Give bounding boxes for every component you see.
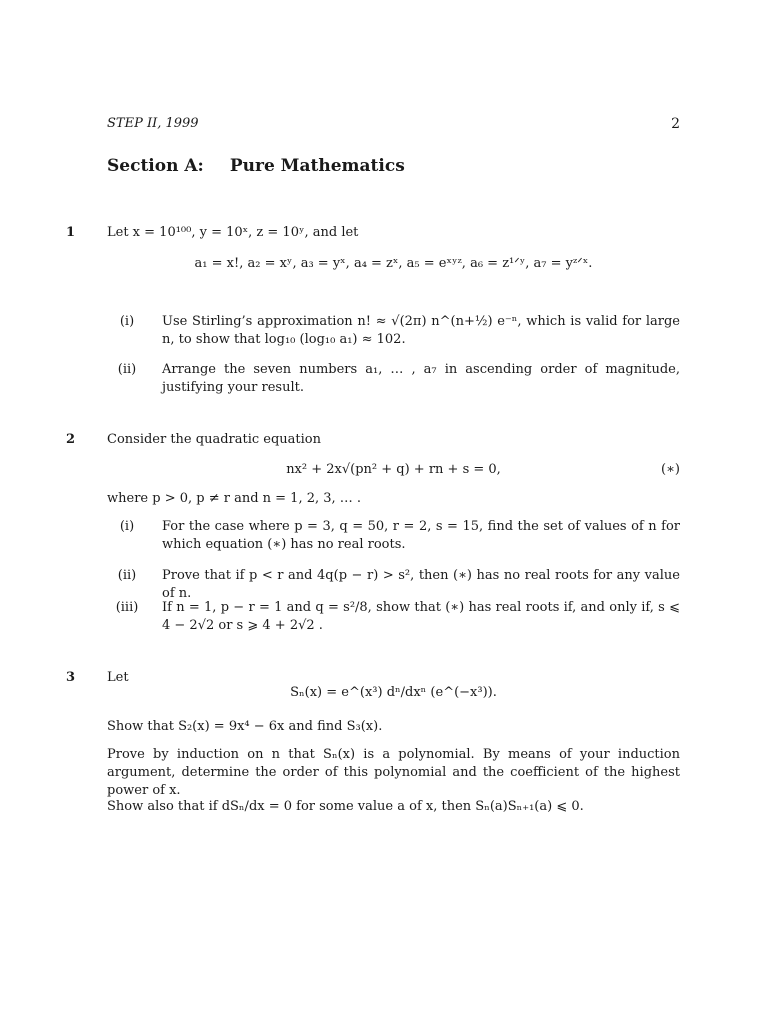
question-3-number: 3 bbox=[66, 670, 76, 685]
question-2-part-i-text: For the case where p = 3, q = 50, r = 2, s = 15, find the set of values of n for which equation (∗) has no real roots. bbox=[162, 519, 680, 552]
running-head: STEP II, 1999 bbox=[107, 116, 199, 131]
section-name: Pure Mathematics bbox=[229, 156, 405, 176]
question-2-conditions: where p > 0, p ≠ r and n = 1, 2, 3, … . bbox=[107, 491, 362, 506]
question-3-induction: Prove by induction on n that Sₙ(x) is a polynomial. By means of your induction argument, determine the order of this polynomial and the coefficient of the highest power of x. bbox=[107, 747, 680, 798]
question-1-part-i-label: (i) bbox=[119, 314, 135, 329]
question-2-part-ii-text: Prove that if p < r and 4q(p − r) > s², then (∗) has no real roots for any value of n. bbox=[162, 568, 680, 601]
question-1-definitions: a₁ = x!, a₂ = xʸ, a₃ = yˣ, a₄ = zˣ, a₅ = eˣʸᶻ, a₆ = z¹ᐟʸ, a₇ = yᶻᐟˣ. bbox=[194, 256, 593, 271]
page-number: 2 bbox=[671, 116, 680, 132]
question-2-intro: Consider the quadratic equation bbox=[107, 432, 322, 447]
section-title bbox=[107, 155, 405, 177]
question-3-show: Show that S₂(x) = 9x⁴ − 6x and find S₃(x). bbox=[107, 719, 383, 734]
question-2-equation-tag: (∗) bbox=[661, 462, 680, 477]
question-1-part-i-text: Use Stirling’s approximation n! ≈ √(2π) n^(n+½) e⁻ⁿ, which is valid for large n, to show that log₁₀ (log₁₀ a₁) ≈ 102. bbox=[162, 314, 680, 347]
question-3-intro: Let bbox=[107, 670, 129, 685]
question-2-number: 2 bbox=[66, 432, 76, 447]
question-2-part-iii-text: If n = 1, p − r = 1 and q = s²/8, show that (∗) has real roots if, and only if, s ⩽ 4 − 2√2 or s ⩾ 4 + 2√2 . bbox=[162, 600, 680, 633]
question-2-part-i-label: (i) bbox=[119, 519, 135, 534]
question-2-part-ii-label: (ii) bbox=[117, 568, 137, 583]
question-2-part-iii-label: (iii) bbox=[115, 600, 139, 615]
question-3-final: Show also that if dSₙ/dx = 0 for some value a of x, then Sₙ(a)Sₙ₊₁(a) ⩽ 0. bbox=[107, 799, 584, 814]
question-1-intro: Let x = 10¹⁰⁰, y = 10ˣ, z = 10ʸ, and let bbox=[107, 225, 359, 240]
question-2-equation: nx² + 2x√(pn² + q) + rn + s = 0, bbox=[286, 462, 501, 477]
section-label: Section A: bbox=[107, 156, 204, 176]
question-1-part-ii-label: (ii) bbox=[117, 362, 137, 377]
question-3-definition: Sₙ(x) = e^(x³) dⁿ/dxⁿ (e^(−x³)). bbox=[290, 685, 497, 700]
question-1-number: 1 bbox=[66, 225, 76, 240]
question-1-part-ii-text: Arrange the seven numbers a₁, … , a₇ in ascending order of magnitude, justifying your result. bbox=[162, 362, 680, 395]
